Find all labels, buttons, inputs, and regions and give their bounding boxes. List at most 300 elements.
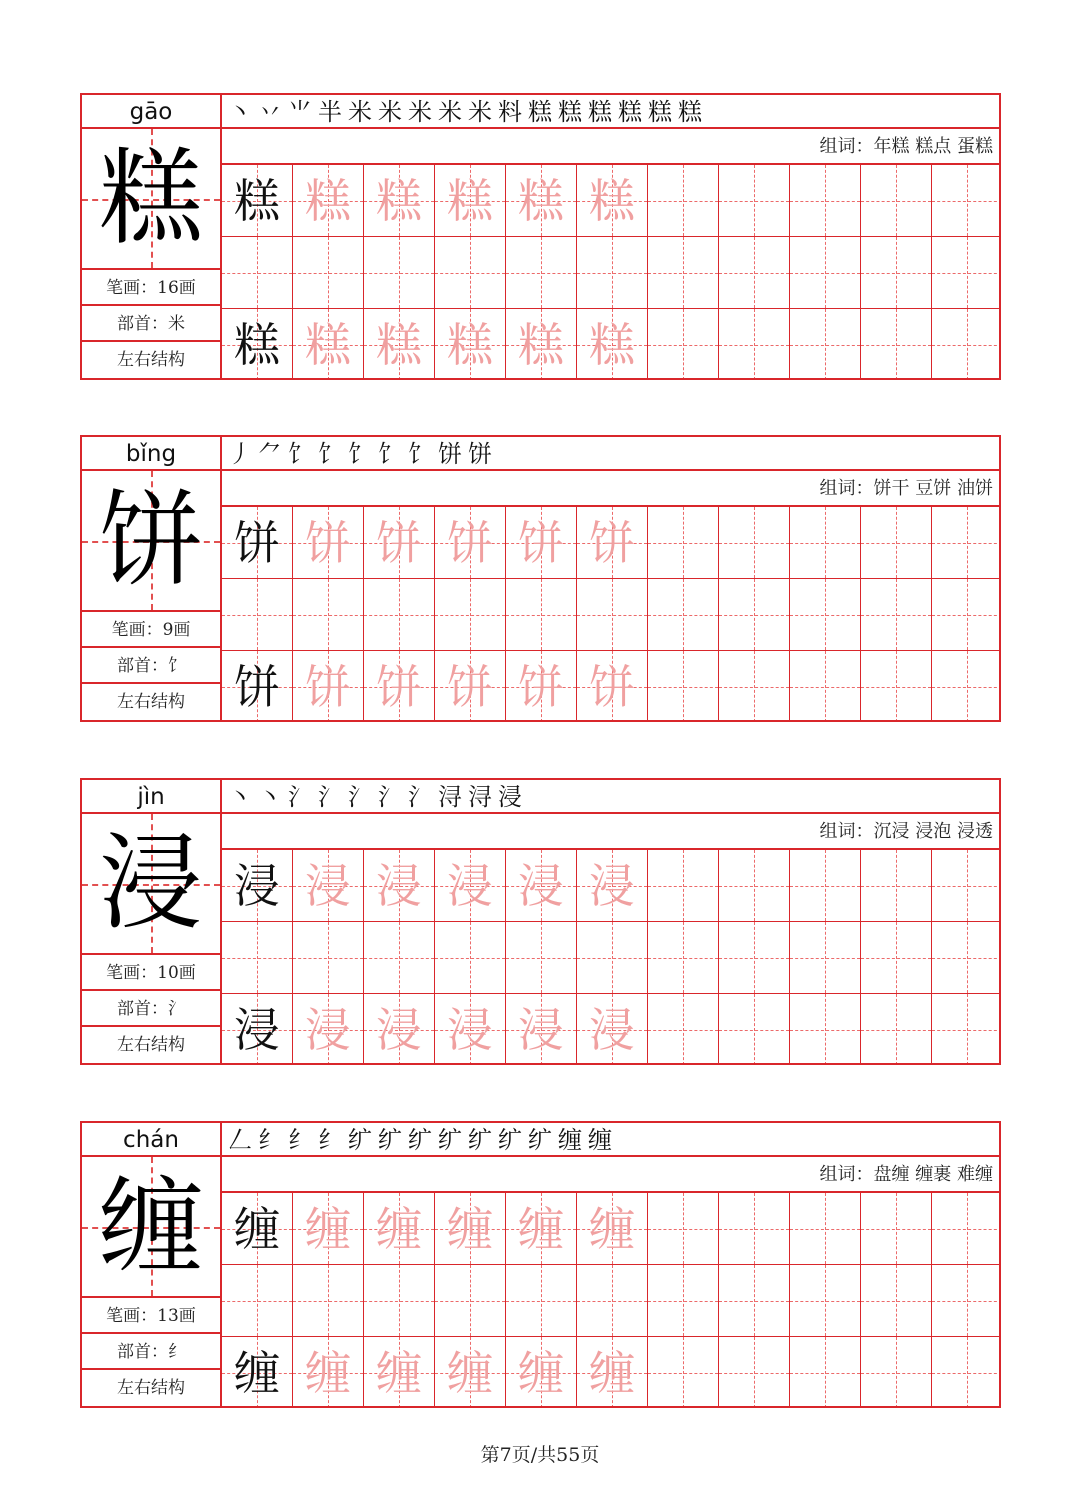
cell-guide-v bbox=[967, 579, 968, 650]
cell-guide-v bbox=[896, 1337, 897, 1406]
cell-guide-v bbox=[683, 309, 684, 378]
cell-guide-v bbox=[754, 309, 755, 378]
cell-guide-h bbox=[932, 1030, 999, 1031]
writing-cell[interactable] bbox=[719, 507, 790, 579]
cell-guide-v bbox=[683, 651, 684, 720]
stroke-step: 米 bbox=[468, 98, 492, 126]
writing-cell[interactable] bbox=[577, 237, 648, 309]
writing-cell[interactable] bbox=[719, 579, 790, 651]
cell-guide-v bbox=[328, 1265, 329, 1336]
pinyin: chán bbox=[82, 1123, 220, 1157]
pinyin: bǐng bbox=[82, 437, 220, 471]
writing-cell[interactable] bbox=[648, 165, 719, 237]
stroke-step: 纩 bbox=[348, 1126, 372, 1154]
stroke-step: 料 bbox=[498, 98, 522, 126]
trace-character: 糕 bbox=[376, 318, 422, 372]
writing-cell[interactable] bbox=[790, 165, 861, 237]
cell-guide-v bbox=[967, 309, 968, 378]
writing-cell[interactable] bbox=[506, 1337, 577, 1406]
trace-character: 糕 bbox=[589, 174, 635, 228]
writing-cell[interactable] bbox=[648, 651, 719, 720]
writing-cell[interactable] bbox=[648, 994, 719, 1063]
stroke-step: 饣 bbox=[378, 440, 402, 468]
cell-guide-v bbox=[683, 507, 684, 578]
writing-cell[interactable] bbox=[861, 651, 932, 720]
writing-cell[interactable] bbox=[506, 994, 577, 1063]
cell-guide-v bbox=[896, 994, 897, 1063]
cell-guide-v bbox=[541, 1265, 542, 1336]
writing-cell[interactable] bbox=[790, 1193, 861, 1265]
stroke-step: 糕 bbox=[618, 98, 642, 126]
main-character-box bbox=[82, 1157, 220, 1298]
writing-cell[interactable] bbox=[861, 850, 932, 922]
writing-cell[interactable] bbox=[577, 1193, 648, 1265]
writing-cell[interactable] bbox=[932, 1193, 999, 1265]
cell-guide-v bbox=[683, 165, 684, 236]
trace-character: 饼 bbox=[589, 660, 635, 714]
writing-cell[interactable] bbox=[435, 850, 506, 922]
writing-cell[interactable] bbox=[719, 651, 790, 720]
writing-cell[interactable] bbox=[364, 579, 435, 651]
writing-cell[interactable] bbox=[932, 237, 999, 309]
stroke-count: 笔画：10画 bbox=[82, 955, 220, 991]
stroke-count: 笔画：9画 bbox=[82, 612, 220, 648]
writing-cell[interactable] bbox=[293, 309, 364, 378]
writing-cell[interactable] bbox=[719, 850, 790, 922]
cell-guide-v bbox=[825, 651, 826, 720]
writing-cell[interactable] bbox=[222, 1265, 293, 1337]
writing-cell[interactable] bbox=[435, 1193, 506, 1265]
writing-cell[interactable] bbox=[506, 579, 577, 651]
character-card bbox=[80, 93, 1001, 380]
writing-cell[interactable] bbox=[506, 1193, 577, 1265]
cell-guide-v bbox=[328, 237, 329, 308]
writing-cell[interactable] bbox=[364, 165, 435, 237]
writing-cell[interactable] bbox=[364, 651, 435, 720]
writing-cell[interactable] bbox=[222, 850, 293, 922]
cell-guide-v bbox=[825, 579, 826, 650]
practice-grid bbox=[222, 507, 999, 720]
trace-character: 饼 bbox=[376, 660, 422, 714]
writing-cell[interactable] bbox=[932, 165, 999, 237]
writing-cell[interactable] bbox=[932, 309, 999, 378]
cell-guide-v bbox=[754, 1193, 755, 1264]
writing-cell[interactable] bbox=[790, 1265, 861, 1337]
writing-cell[interactable] bbox=[648, 237, 719, 309]
model-character: 缠 bbox=[234, 1202, 280, 1256]
trace-character: 糕 bbox=[376, 174, 422, 228]
cell-guide-v bbox=[896, 579, 897, 650]
trace-character: 浸 bbox=[589, 1003, 635, 1057]
writing-cell[interactable] bbox=[293, 994, 364, 1063]
cell-guide-v bbox=[825, 237, 826, 308]
trace-character: 饼 bbox=[376, 516, 422, 570]
writing-cell[interactable] bbox=[293, 1265, 364, 1337]
cell-guide-v bbox=[754, 922, 755, 993]
writing-cell[interactable] bbox=[861, 309, 932, 378]
writing-cell[interactable] bbox=[648, 309, 719, 378]
writing-cell[interactable] bbox=[790, 237, 861, 309]
word-examples: 组词：盘缠 缠裹 难缠 bbox=[222, 1157, 999, 1193]
trace-character: 饼 bbox=[447, 660, 493, 714]
stroke-step: 氵 bbox=[408, 783, 432, 811]
character-info-column bbox=[82, 780, 222, 1063]
writing-cell[interactable] bbox=[861, 237, 932, 309]
practice-grid bbox=[222, 165, 999, 378]
cell-guide-v bbox=[967, 1193, 968, 1264]
trace-character: 饼 bbox=[589, 516, 635, 570]
writing-cell[interactable] bbox=[293, 579, 364, 651]
stroke-step: 糕 bbox=[528, 98, 552, 126]
character-info-column bbox=[82, 437, 222, 720]
cell-guide-v bbox=[683, 922, 684, 993]
writing-cell[interactable] bbox=[790, 922, 861, 994]
cell-guide-v bbox=[612, 579, 613, 650]
writing-cell[interactable] bbox=[932, 1265, 999, 1337]
writing-cell[interactable] bbox=[222, 165, 293, 237]
cell-guide-v bbox=[541, 579, 542, 650]
writing-cell[interactable] bbox=[293, 165, 364, 237]
trace-character: 饼 bbox=[305, 660, 351, 714]
cell-guide-v bbox=[896, 1193, 897, 1264]
cell-guide-v bbox=[967, 994, 968, 1063]
writing-cell[interactable] bbox=[719, 1265, 790, 1337]
writing-cell[interactable] bbox=[861, 507, 932, 579]
word-examples: 组词：年糕 糕点 蛋糕 bbox=[222, 129, 999, 165]
cell-guide-v bbox=[754, 994, 755, 1063]
cell-guide-v bbox=[470, 1265, 471, 1336]
writing-cell[interactable] bbox=[293, 651, 364, 720]
model-character: 糕 bbox=[234, 318, 280, 372]
stroke-step: 丶 bbox=[258, 783, 282, 811]
writing-cell[interactable] bbox=[222, 237, 293, 309]
writing-cell[interactable] bbox=[932, 1337, 999, 1406]
writing-cell[interactable] bbox=[719, 1337, 790, 1406]
stroke-step: 丶 bbox=[228, 98, 252, 126]
stroke-step: 糕 bbox=[648, 98, 672, 126]
writing-cell[interactable] bbox=[364, 1193, 435, 1265]
writing-cell[interactable] bbox=[506, 309, 577, 378]
writing-cell[interactable] bbox=[364, 507, 435, 579]
cell-guide-v bbox=[754, 1337, 755, 1406]
cell-guide-v bbox=[896, 507, 897, 578]
writing-cell[interactable] bbox=[790, 309, 861, 378]
writing-cell[interactable] bbox=[222, 309, 293, 378]
cell-guide-v bbox=[754, 651, 755, 720]
cell-guide-v bbox=[896, 850, 897, 921]
cell-guide-v bbox=[683, 237, 684, 308]
writing-cell[interactable] bbox=[293, 922, 364, 994]
writing-cell[interactable] bbox=[719, 165, 790, 237]
writing-cell[interactable] bbox=[790, 994, 861, 1063]
cell-guide-v bbox=[896, 651, 897, 720]
trace-character: 缠 bbox=[589, 1202, 635, 1256]
practice-column bbox=[222, 95, 999, 378]
cell-guide-v bbox=[399, 922, 400, 993]
cell-guide-v bbox=[399, 579, 400, 650]
writing-cell[interactable] bbox=[648, 1265, 719, 1337]
writing-cell[interactable] bbox=[577, 579, 648, 651]
writing-cell[interactable] bbox=[364, 922, 435, 994]
cell-guide-h bbox=[932, 615, 999, 616]
word-examples: 组词：饼干 豆饼 油饼 bbox=[222, 471, 999, 507]
cell-guide-h bbox=[932, 1229, 999, 1230]
writing-cell[interactable] bbox=[932, 507, 999, 579]
trace-character: 浸 bbox=[305, 859, 351, 913]
writing-cell[interactable] bbox=[222, 994, 293, 1063]
stroke-step: 纩 bbox=[528, 1126, 552, 1154]
cell-guide-h bbox=[932, 687, 999, 688]
writing-cell[interactable] bbox=[861, 579, 932, 651]
cell-guide-v bbox=[825, 850, 826, 921]
writing-cell[interactable] bbox=[364, 1265, 435, 1337]
writing-cell[interactable] bbox=[932, 994, 999, 1063]
writing-cell[interactable] bbox=[648, 850, 719, 922]
writing-cell[interactable] bbox=[506, 165, 577, 237]
writing-cell[interactable] bbox=[648, 1193, 719, 1265]
cell-guide-v bbox=[825, 922, 826, 993]
stroke-step: 纟 bbox=[258, 1126, 282, 1154]
writing-cell[interactable] bbox=[506, 651, 577, 720]
writing-cell[interactable] bbox=[506, 922, 577, 994]
stroke-step: 纟 bbox=[318, 1126, 342, 1154]
writing-cell[interactable] bbox=[506, 850, 577, 922]
stroke-step: 饼 bbox=[438, 440, 462, 468]
writing-cell[interactable] bbox=[506, 237, 577, 309]
writing-cell[interactable] bbox=[861, 1265, 932, 1337]
trace-character: 缠 bbox=[518, 1346, 564, 1400]
stroke-order-row bbox=[222, 95, 999, 129]
model-character: 饼 bbox=[234, 660, 280, 714]
main-character: 浸 bbox=[98, 822, 203, 944]
stroke-step: 缠 bbox=[558, 1126, 582, 1154]
stroke-step: 纟 bbox=[288, 1126, 312, 1154]
writing-cell[interactable] bbox=[719, 309, 790, 378]
trace-character: 缠 bbox=[589, 1346, 635, 1400]
writing-cell[interactable] bbox=[364, 237, 435, 309]
practice-column bbox=[222, 1123, 999, 1406]
writing-cell[interactable] bbox=[506, 1265, 577, 1337]
page-footer: 第7页/共55页 bbox=[480, 1444, 600, 1466]
cell-guide-v bbox=[896, 165, 897, 236]
writing-cell[interactable] bbox=[577, 309, 648, 378]
stroke-step: 糕 bbox=[558, 98, 582, 126]
writing-cell[interactable] bbox=[932, 579, 999, 651]
cell-guide-h bbox=[932, 543, 999, 544]
practice-grid bbox=[222, 1193, 999, 1406]
writing-cell[interactable] bbox=[293, 850, 364, 922]
cell-guide-v bbox=[825, 994, 826, 1063]
writing-cell[interactable] bbox=[719, 237, 790, 309]
main-character-box bbox=[82, 471, 220, 612]
pinyin: gāo bbox=[82, 95, 220, 129]
writing-cell[interactable] bbox=[435, 309, 506, 378]
cell-guide-v bbox=[257, 1265, 258, 1336]
writing-cell[interactable] bbox=[364, 309, 435, 378]
writing-cell[interactable] bbox=[577, 922, 648, 994]
stroke-count: 笔画：16画 bbox=[82, 270, 220, 306]
writing-cell[interactable] bbox=[577, 507, 648, 579]
cell-guide-v bbox=[967, 850, 968, 921]
writing-cell[interactable] bbox=[293, 1337, 364, 1406]
stroke-count: 笔画：13画 bbox=[82, 1298, 220, 1334]
writing-cell[interactable] bbox=[577, 165, 648, 237]
writing-cell[interactable] bbox=[435, 507, 506, 579]
writing-cell[interactable] bbox=[577, 850, 648, 922]
cell-guide-v bbox=[328, 579, 329, 650]
writing-cell[interactable] bbox=[222, 1337, 293, 1406]
trace-character: 浸 bbox=[447, 1003, 493, 1057]
trace-character: 浸 bbox=[518, 859, 564, 913]
stroke-step: 米 bbox=[348, 98, 372, 126]
writing-cell[interactable] bbox=[648, 922, 719, 994]
writing-cell[interactable] bbox=[435, 1265, 506, 1337]
stroke-step: 氵 bbox=[378, 783, 402, 811]
character-info-column bbox=[82, 95, 222, 378]
stroke-step: 饣 bbox=[348, 440, 372, 468]
stroke-step: 浔 bbox=[438, 783, 462, 811]
cell-guide-v bbox=[399, 237, 400, 308]
cell-guide-v bbox=[825, 165, 826, 236]
writing-cell[interactable] bbox=[293, 507, 364, 579]
writing-cell[interactable] bbox=[648, 579, 719, 651]
cell-guide-v bbox=[683, 850, 684, 921]
stroke-step: 糕 bbox=[588, 98, 612, 126]
writing-cell[interactable] bbox=[577, 1337, 648, 1406]
radical: 部首：米 bbox=[82, 306, 220, 342]
stroke-order-row bbox=[222, 1123, 999, 1157]
writing-cell[interactable] bbox=[932, 651, 999, 720]
stroke-step: 纩 bbox=[438, 1126, 462, 1154]
trace-character: 糕 bbox=[518, 318, 564, 372]
writing-cell[interactable] bbox=[222, 1193, 293, 1265]
cell-guide-v bbox=[257, 237, 258, 308]
writing-cell[interactable] bbox=[364, 1337, 435, 1406]
writing-cell[interactable] bbox=[861, 922, 932, 994]
writing-cell[interactable] bbox=[861, 994, 932, 1063]
writing-cell[interactable] bbox=[790, 1337, 861, 1406]
writing-cell[interactable] bbox=[364, 994, 435, 1063]
writing-cell[interactable] bbox=[861, 165, 932, 237]
cell-guide-v bbox=[612, 922, 613, 993]
writing-cell[interactable] bbox=[435, 579, 506, 651]
main-character-box bbox=[82, 814, 220, 955]
writing-cell[interactable] bbox=[364, 850, 435, 922]
writing-cell[interactable] bbox=[719, 922, 790, 994]
stroke-step: 丿 bbox=[228, 440, 252, 468]
writing-cell[interactable] bbox=[506, 507, 577, 579]
writing-cell[interactable] bbox=[577, 651, 648, 720]
cell-guide-v bbox=[470, 922, 471, 993]
cell-guide-h bbox=[932, 886, 999, 887]
cell-guide-v bbox=[612, 1265, 613, 1336]
cell-guide-v bbox=[896, 922, 897, 993]
cell-guide-v bbox=[754, 507, 755, 578]
trace-character: 饼 bbox=[447, 516, 493, 570]
cell-guide-h bbox=[932, 958, 999, 959]
cell-guide-v bbox=[541, 237, 542, 308]
cell-guide-v bbox=[612, 237, 613, 308]
trace-character: 缠 bbox=[447, 1202, 493, 1256]
cell-guide-v bbox=[825, 1193, 826, 1264]
writing-cell[interactable] bbox=[790, 579, 861, 651]
writing-cell[interactable] bbox=[293, 237, 364, 309]
writing-cell[interactable] bbox=[435, 922, 506, 994]
stroke-step: 饣 bbox=[288, 440, 312, 468]
writing-cell[interactable] bbox=[222, 507, 293, 579]
writing-cell[interactable] bbox=[222, 651, 293, 720]
writing-cell[interactable] bbox=[435, 651, 506, 720]
trace-character: 糕 bbox=[305, 318, 351, 372]
stroke-step: 浔 bbox=[468, 783, 492, 811]
main-character: 缠 bbox=[98, 1165, 203, 1287]
cell-guide-v bbox=[896, 309, 897, 378]
main-character: 饼 bbox=[98, 479, 203, 601]
writing-cell[interactable] bbox=[861, 1337, 932, 1406]
writing-cell[interactable] bbox=[790, 507, 861, 579]
stroke-step: 缠 bbox=[588, 1126, 612, 1154]
cell-guide-v bbox=[967, 1337, 968, 1406]
writing-cell[interactable] bbox=[222, 922, 293, 994]
writing-cell[interactable] bbox=[790, 651, 861, 720]
model-character: 浸 bbox=[234, 1003, 280, 1057]
cell-guide-h bbox=[932, 345, 999, 346]
stroke-step: 浸 bbox=[498, 783, 522, 811]
stroke-step: 氵 bbox=[288, 783, 312, 811]
writing-cell[interactable] bbox=[719, 994, 790, 1063]
cell-guide-v bbox=[967, 237, 968, 308]
cell-guide-v bbox=[683, 1265, 684, 1336]
writing-cell[interactable] bbox=[435, 1337, 506, 1406]
trace-character: 糕 bbox=[305, 174, 351, 228]
writing-cell[interactable] bbox=[790, 850, 861, 922]
writing-cell[interactable] bbox=[861, 1193, 932, 1265]
main-character: 糕 bbox=[98, 137, 203, 259]
cell-guide-v bbox=[967, 1265, 968, 1336]
writing-cell[interactable] bbox=[222, 579, 293, 651]
writing-cell[interactable] bbox=[932, 850, 999, 922]
writing-cell[interactable] bbox=[577, 994, 648, 1063]
stroke-step: 纩 bbox=[408, 1126, 432, 1154]
cell-guide-v bbox=[399, 1265, 400, 1336]
cell-guide-h bbox=[932, 1301, 999, 1302]
trace-character: 缠 bbox=[518, 1202, 564, 1256]
trace-character: 糕 bbox=[589, 318, 635, 372]
cell-guide-v bbox=[683, 1337, 684, 1406]
writing-cell[interactable] bbox=[435, 237, 506, 309]
trace-character: 缠 bbox=[447, 1346, 493, 1400]
model-character: 浸 bbox=[234, 859, 280, 913]
cell-guide-v bbox=[754, 165, 755, 236]
trace-character: 缠 bbox=[376, 1202, 422, 1256]
writing-cell[interactable] bbox=[719, 1193, 790, 1265]
writing-cell[interactable] bbox=[648, 507, 719, 579]
writing-cell[interactable] bbox=[648, 1337, 719, 1406]
writing-cell[interactable] bbox=[435, 165, 506, 237]
stroke-step: 氵 bbox=[318, 783, 342, 811]
radical: 部首：纟 bbox=[82, 1334, 220, 1370]
stroke-step: 米 bbox=[438, 98, 462, 126]
stroke-step: 米 bbox=[378, 98, 402, 126]
cell-guide-v bbox=[683, 994, 684, 1063]
writing-cell[interactable] bbox=[932, 922, 999, 994]
writing-cell[interactable] bbox=[293, 1193, 364, 1265]
radical: 部首：氵 bbox=[82, 991, 220, 1027]
writing-cell[interactable] bbox=[435, 994, 506, 1063]
writing-cell[interactable] bbox=[577, 1265, 648, 1337]
cell-guide-v bbox=[257, 579, 258, 650]
cell-guide-v bbox=[470, 237, 471, 308]
